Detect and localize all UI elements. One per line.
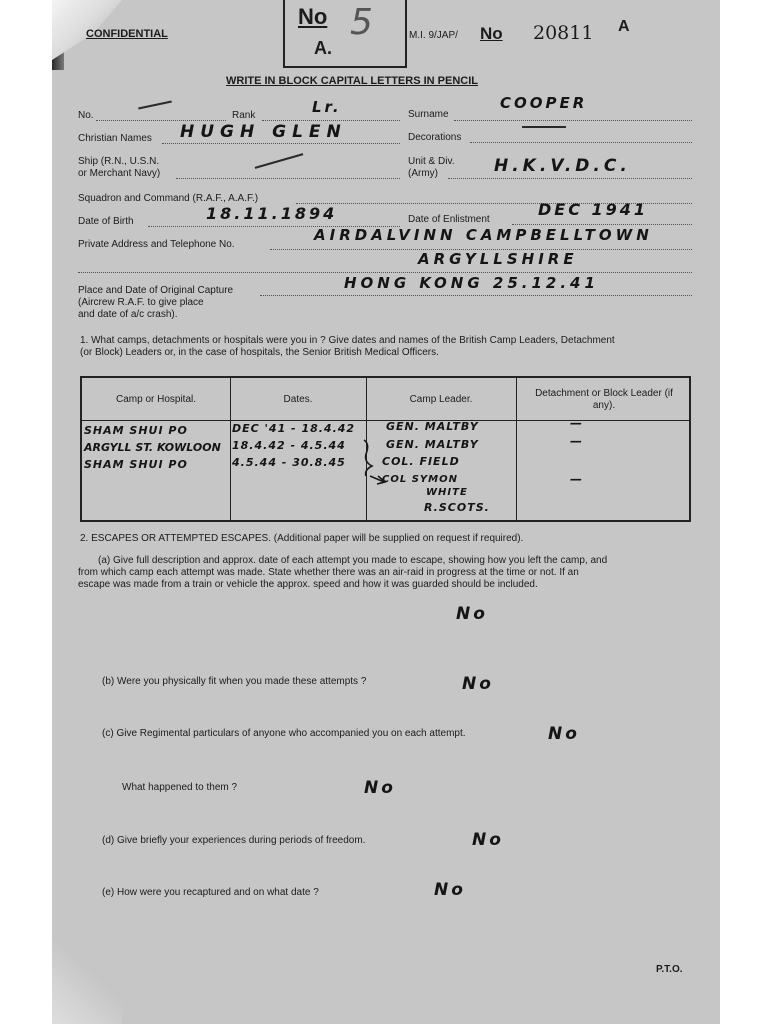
serial-suffix: A [618, 18, 630, 35]
table-row: SHAM SHUI PO [84, 424, 188, 437]
pto-note: P.T.O. [656, 964, 683, 975]
surname-value: COOPER [500, 94, 588, 112]
camps-question-line-1: 1. What camps, detachments or hospitals were you in ? Give dates and names of the British Camp Leaders, Detachment [80, 335, 615, 346]
escape-a-line-2: from which camp each attempt was made. State whether there was an air-raid in progress at the time or not. If an [78, 567, 579, 578]
classification-stamp: CONFIDENTIAL [86, 28, 168, 40]
series-number-value: 5 [350, 2, 376, 43]
escape-d-question: (d) Give briefly your experiences during periods of freedom. [102, 835, 366, 846]
enlistment-value: DEC 1941 [538, 200, 649, 219]
escape-a-line-3: escape was made from a train or vehicle the approx. speed and how it was guarded should be included. [78, 579, 538, 590]
unit-label-2: (Army) [408, 168, 438, 179]
escape-c-question: (c) Give Regimental particulars of anyone who accompanied you on each attempt. [102, 728, 466, 739]
dob-value: 18.11.1894 [206, 204, 338, 223]
series-label: A. [314, 38, 332, 58]
enlistment-label: Date of Enlistment [408, 214, 490, 225]
extra-leader-line-3: R.SCOTS. [424, 501, 490, 514]
table-row: SHAM SHUI PO [84, 458, 188, 471]
christian-names-line [162, 143, 400, 144]
serial-no-label: No [480, 24, 503, 43]
address-label: Private Address and Telephone No. [78, 239, 235, 250]
capture-label-3: and date of a/c crash). [78, 309, 178, 320]
dob-label: Date of Birth [78, 216, 134, 227]
escapes-title: 2. ESCAPES OR ATTEMPTED ESCAPES. (Additional paper will be supplied on request if required). [80, 533, 524, 544]
table-row: COL. FIELD [382, 455, 460, 468]
instruction-heading: WRITE IN BLOCK CAPITAL LETTERS IN PENCIL [226, 75, 478, 87]
col-header-detachment: Detachment or Block Leader (if any). [535, 388, 673, 411]
address-line-2 [78, 272, 692, 273]
table-row: 4.5.44 - 30.8.45 [232, 456, 346, 469]
escape-b-question: (b) Were you physically fit when you made these attempts ? [102, 676, 367, 687]
col-header-camp: Camp or Hospital. [115, 394, 197, 405]
escape-c-answer: No [548, 724, 580, 744]
unit-value: H.K.V.D.C. [494, 156, 631, 176]
squadron-label: Squadron and Command (R.A.F., A.A.F.) [78, 193, 259, 204]
escape-d-answer: No [472, 830, 504, 850]
decorations-label: Decorations [408, 132, 462, 143]
capture-line [260, 295, 692, 296]
christian-names-label: Christian Names [78, 133, 152, 144]
unit-label-1: Unit & Div. [408, 156, 455, 167]
table-row: GEN. MALTBY [386, 438, 479, 451]
capture-label-1: Place and Date of Original Capture [78, 285, 234, 296]
christian-names-value: HUGH GLEN [180, 122, 347, 142]
table-row: DEC '41 - 18.4.42 [232, 422, 356, 435]
camps-question-line-2: (or Block) Leaders or, in the case of hospitals, the Senior British Medical Officers. [80, 347, 439, 358]
serial-number: 20811 [533, 22, 594, 44]
table-row: ARGYLL ST. KOWLOON [84, 441, 221, 454]
escape-c2-question: What happened to them ? [122, 782, 238, 793]
capture-label-2: (Aircrew R.A.F. to give place [78, 297, 204, 308]
series-no-label: No [298, 4, 328, 29]
escape-a-line-1: (a) Give full description and approx. date of each attempt you made to escape, showing how you left the camp, and [98, 555, 608, 566]
table-row: — [570, 472, 585, 486]
unit-line [448, 178, 692, 179]
no-label: No. [78, 110, 94, 121]
rank-label: Rank [232, 110, 256, 121]
ship-label-1: Ship (R.N., U.S.N. [78, 156, 160, 167]
ship-line [176, 178, 400, 179]
col-header-dates: Dates. [283, 394, 313, 405]
escape-e-question: (e) How were you recaptured and on what date ? [102, 887, 319, 898]
extra-leader-line-1: COL SYMON [382, 474, 458, 485]
rank-value: Lr. [312, 98, 342, 116]
capture-value: HONG KONG 25.12.41 [344, 274, 599, 292]
table-row: — [570, 434, 585, 448]
no-line [96, 120, 226, 121]
table-row: 18.4.42 - 4.5.44 [232, 439, 346, 452]
escape-a-answer: No [456, 604, 488, 624]
mi-reference: M.I. 9/JAP/ [409, 30, 458, 41]
table-row: — [570, 416, 585, 430]
brace-arrow-annotation [360, 436, 390, 486]
address-value-1: AIRDALVINN CAMPBELLTOWN [314, 226, 653, 244]
decorations-line [470, 142, 692, 143]
decorations-value-dash [522, 126, 566, 128]
ship-label-2: or Merchant Navy) [78, 168, 161, 179]
address-value-2: ARGYLLSHIRE [418, 250, 578, 268]
table-row: GEN. MALTBY [386, 420, 479, 433]
enlistment-line [512, 224, 692, 225]
col-header-leader: Camp Leader. [409, 394, 473, 405]
escape-c2-answer: No [364, 778, 396, 798]
surname-line [454, 120, 692, 121]
escape-b-answer: No [462, 674, 494, 694]
extra-leader-line-2: WHITE [426, 487, 468, 498]
surname-label: Surname [408, 109, 449, 120]
rank-line [262, 120, 400, 121]
escape-e-answer: No [434, 880, 466, 900]
